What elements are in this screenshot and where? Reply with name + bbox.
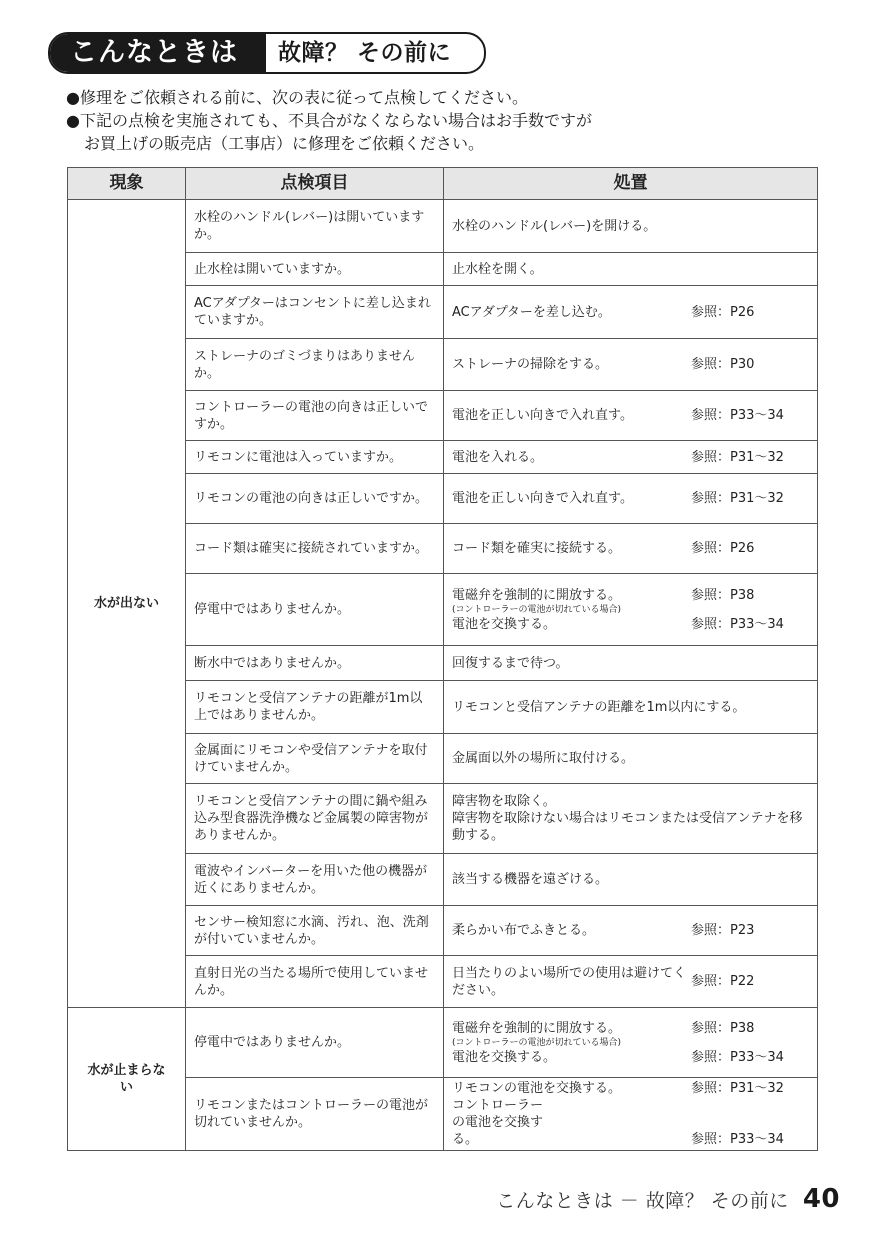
check-cell: リモコンに電池は入っていますか。 bbox=[186, 441, 444, 474]
reference-page: 参照：P38 bbox=[691, 1020, 755, 1036]
check-cell: コード類は確実に接続されていますか。 bbox=[186, 524, 444, 574]
action-cell bbox=[444, 734, 818, 784]
table-row bbox=[68, 200, 818, 253]
check-cell: コントローラーの電池の向きは正しいですか。 bbox=[186, 391, 444, 441]
reference-page: 参照：P30 bbox=[691, 357, 755, 372]
action-text: 障害物を取除く。 bbox=[452, 794, 556, 809]
reference-page: 参照：P23 bbox=[691, 923, 755, 938]
action-text-secondary: 電池を交換する。 bbox=[452, 616, 557, 632]
action-cell bbox=[444, 854, 818, 906]
reference-page: 参照：P33～34 bbox=[691, 616, 784, 632]
check-cell: リモコンと受信アンテナの間に鍋や組み込み型食器洗浄機など金属製の障害物がありませんか。 bbox=[186, 784, 444, 854]
action-text: 電池を入れる。 bbox=[452, 449, 544, 465]
action-text: 該当する機器を遠ざける。 bbox=[452, 872, 609, 887]
reference-page: 参照：P31～32 bbox=[691, 449, 784, 465]
action-cell bbox=[444, 391, 818, 441]
intro-line: ●下記の点検を実施されても、不具合がなくならない場合はお手数ですが bbox=[66, 111, 592, 130]
action-text: 水栓のハンドル(レバー)を開ける。 bbox=[452, 218, 657, 234]
check-cell: ACアダプターはコンセントに差し込まれていますか。 bbox=[186, 286, 444, 339]
action-text-secondary: コントローラーの電池を交換する。 bbox=[452, 1098, 544, 1147]
action-cell bbox=[444, 1078, 818, 1151]
check-cell: 停電中ではありませんか。 bbox=[186, 574, 444, 646]
check-cell: リモコンまたはコントローラーの電池が切れていませんか。 bbox=[186, 1078, 444, 1151]
action-text: 金属面以外の場所に取付ける。 bbox=[452, 751, 635, 766]
column-header-action: 処置 bbox=[444, 168, 818, 200]
check-cell: リモコンと受信アンテナの距離が1m以上ではありませんか。 bbox=[186, 681, 444, 734]
action-text-secondary: 障害物を取除けない場合はリモコンまたは受信アンテナを移動する。 bbox=[452, 811, 803, 843]
action-cell bbox=[444, 1008, 818, 1078]
action-text: 回復するまで待つ。 bbox=[452, 655, 569, 671]
action-cell bbox=[444, 253, 818, 286]
action-text: リモコンの電池を交換する。 bbox=[452, 1081, 622, 1096]
action-cell bbox=[444, 339, 818, 391]
condition-note: (コントローラーの電池が切れている場合) bbox=[452, 604, 622, 615]
action-text: 電池を正しい向きで入れ直す。 bbox=[452, 491, 633, 506]
reference-page: 参照：P38 bbox=[691, 587, 755, 603]
action-cell bbox=[444, 646, 818, 681]
reference-page: 参照：P33～34 bbox=[691, 408, 784, 423]
section-header bbox=[48, 32, 486, 74]
check-cell: 金属面にリモコンや受信アンテナを取付けていませんか。 bbox=[186, 734, 444, 784]
check-cell: 電波やインバーターを用いた他の機器が近くにありませんか。 bbox=[186, 854, 444, 906]
action-text: 止水栓を開く。 bbox=[452, 261, 543, 277]
check-cell: ストレーナのゴミづまりはありませんか。 bbox=[186, 339, 444, 391]
reference-page: 参照：P22 bbox=[691, 974, 755, 989]
action-text: 日当たりのよい場所での使用は避けてください。 bbox=[452, 965, 687, 998]
reference-page: 参照：P31～32 bbox=[691, 491, 784, 506]
intro-notes bbox=[66, 86, 826, 155]
check-cell: 止水栓は開いていますか。 bbox=[186, 253, 444, 286]
action-text: ストレーナの掃除をする。 bbox=[452, 357, 609, 372]
action-text: 柔らかい布でふきとる。 bbox=[452, 923, 596, 938]
reference-page: 参照：P26 bbox=[691, 541, 755, 556]
action-text: 電磁弁を強制的に開放する。 bbox=[452, 587, 622, 603]
table-header-row bbox=[68, 168, 818, 200]
phenomenon-cell: 水が止まらない bbox=[68, 1008, 186, 1151]
check-cell: 水栓のハンドル(レバー)は開いていますか。 bbox=[186, 200, 444, 253]
page-footer bbox=[496, 1184, 840, 1214]
action-cell bbox=[444, 286, 818, 339]
action-cell bbox=[444, 906, 818, 956]
intro-line: お買上げの販売店（工事店）に修理をご依頼ください。 bbox=[84, 134, 485, 153]
check-cell: 停電中ではありませんか。 bbox=[186, 1008, 444, 1078]
action-cell bbox=[444, 956, 818, 1008]
check-cell: センサー検知窓に水滴、汚れ、泡、洗剤が付いていませんか。 bbox=[186, 906, 444, 956]
header-title: こんなときは bbox=[50, 34, 266, 72]
action-cell bbox=[444, 474, 818, 524]
phenomenon-cell: 水が出ない bbox=[68, 200, 186, 1008]
action-cell bbox=[444, 441, 818, 474]
reference-page: 参照：P33～34 bbox=[691, 1132, 784, 1147]
reference-page: 参照：P26 bbox=[691, 304, 755, 320]
action-text: ACアダプターを差し込む。 bbox=[452, 304, 611, 320]
action-cell bbox=[444, 681, 818, 734]
column-header-phenomenon: 現象 bbox=[68, 168, 186, 200]
page-number: 40 bbox=[802, 1184, 840, 1214]
check-cell: リモコンの電池の向きは正しいですか。 bbox=[186, 474, 444, 524]
action-cell bbox=[444, 784, 818, 854]
action-cell bbox=[444, 524, 818, 574]
action-text: コード類を確実に接続する。 bbox=[452, 541, 622, 556]
reference-page: 参照：P31～32 bbox=[691, 1081, 784, 1096]
action-text-secondary: 電池を交換する。 bbox=[452, 1049, 557, 1065]
column-header-check: 点検項目 bbox=[186, 168, 444, 200]
action-text: 電池を正しい向きで入れ直す。 bbox=[452, 408, 633, 423]
check-cell: 直射日光の当たる場所で使用していませんか。 bbox=[186, 956, 444, 1008]
action-text: 電磁弁を強制的に開放する。 bbox=[452, 1020, 622, 1036]
check-cell: 断水中ではありませんか。 bbox=[186, 646, 444, 681]
footer-section-title: こんなときは － 故障？ その前に bbox=[496, 1190, 789, 1212]
condition-note: (コントローラーの電池が切れている場合) bbox=[452, 1037, 622, 1048]
action-cell bbox=[444, 200, 818, 253]
table-row bbox=[68, 1008, 818, 1078]
reference-page: 参照：P33～34 bbox=[691, 1049, 784, 1065]
header-subtitle: 故障？ その前に bbox=[278, 40, 452, 66]
action-text: リモコンと受信アンテナの距離を1m以内にする。 bbox=[452, 699, 746, 715]
troubleshooting-table bbox=[67, 167, 818, 1151]
action-cell bbox=[444, 574, 818, 646]
intro-line: ●修理をご依頼される前に、次の表に従って点検してください。 bbox=[66, 88, 528, 107]
